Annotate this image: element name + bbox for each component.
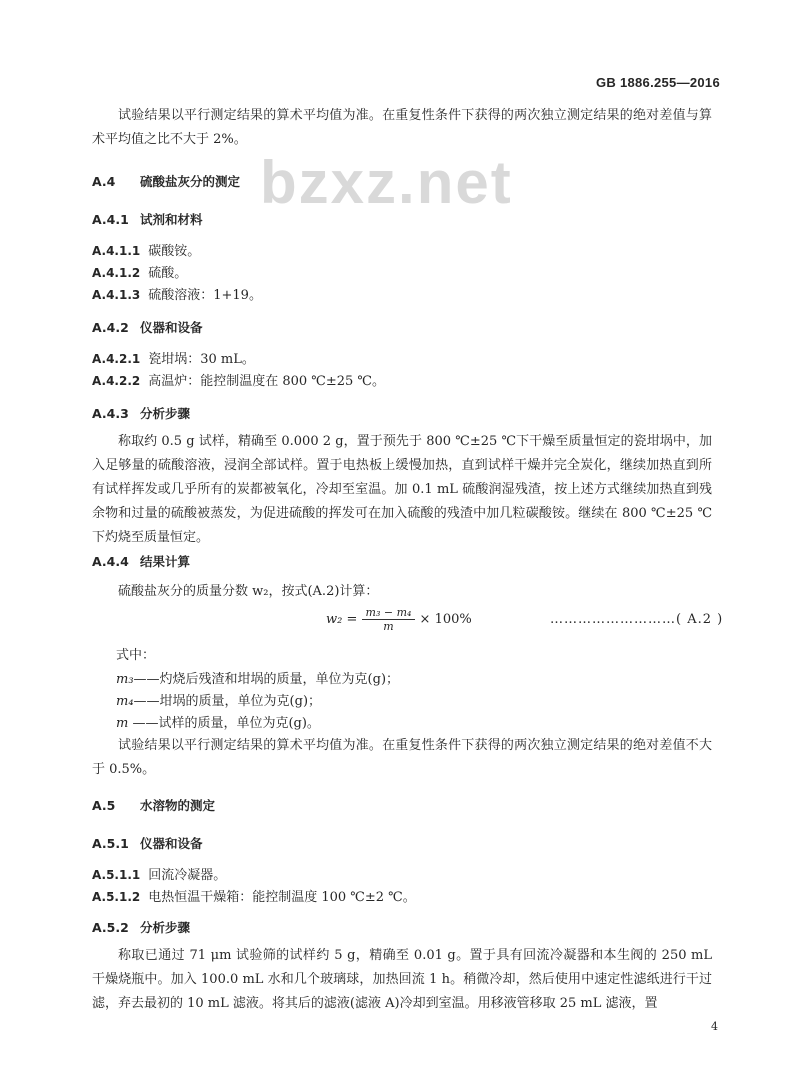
item-a412 [92,262,187,281]
section-number: A.5.1 [92,836,129,851]
where-label: 式中： [116,648,156,663]
item-a421 [92,348,255,367]
section-number: A.4.2 [92,320,129,335]
formula-fraction [362,606,416,633]
item-text: 碳酸铵。 [148,244,201,259]
variable-definition [116,668,399,687]
watermark: bzxz.net [260,149,513,216]
section-title: 试剂和材料 [140,212,203,227]
item-text: 瓷坩埚：30 mL。 [148,352,255,367]
variable-definition [116,690,321,709]
page-number: 4 [711,1020,718,1033]
section-a52-heading [92,918,190,936]
item-number: A.4.1.3 [92,288,141,302]
item-a413 [92,284,262,303]
item-number: A.5.1.2 [92,890,141,904]
item-a511 [92,864,226,883]
item-text: 硫酸溶液：1+19。 [148,288,262,303]
item-text: 回流冷凝器。 [148,868,227,883]
variable-symbol: m [116,716,129,731]
section-title: 分析步骤 [140,406,191,421]
variable-symbol: m₃ [116,672,134,687]
section-a41-heading [92,210,203,228]
item-number: A.4.1.1 [92,244,141,258]
formula-a2 [326,606,472,633]
section-a43-heading [92,404,190,422]
variable-symbol: m₄ [116,694,134,709]
variable-description: ——坩埚的质量，单位为克(g)； [133,694,322,709]
section-number: A.5 [92,798,116,813]
variable-description: ——试样的质量，单位为克(g)。 [128,716,320,731]
section-number: A.4.3 [92,406,129,421]
section-a4-heading [92,172,240,190]
item-text: 高温炉：能控制温度在 800 ℃±25 ℃。 [148,374,385,389]
section-a44-heading [92,552,190,570]
formula-number: ………………………( A.2 ) [550,612,724,627]
item-number: A.4.1.2 [92,266,141,280]
section-number: A.5.2 [92,920,129,935]
formula-lhs: w₂ = [326,612,358,627]
formula-rhs: × 100% [419,612,472,627]
section-title: 仪器和设备 [140,320,203,335]
standard-number-header: GB 1886.255—2016 [595,75,720,90]
section-title: 水溶物的测定 [140,798,216,813]
formula-numerator: m₃ − m₄ [362,606,416,620]
section-title: 结果计算 [140,554,191,569]
variable-description: ——灼烧后残渣和坩埚的质量，单位为克(g)； [133,672,400,687]
item-a512 [92,886,416,905]
item-number: A.4.2.2 [92,374,141,388]
section-a42-heading [92,318,203,336]
item-a411 [92,240,200,259]
section-title: 分析步骤 [140,920,191,935]
item-number: A.4.2.1 [92,352,141,366]
paragraph-a44-intro: 硫酸盐灰分的质量分数 w₂，按式(A.2)计算： [118,584,379,599]
variable-definition [116,712,320,731]
paragraph-a44-precision: 试验结果以平行测定结果的算术平均值为准。在重复性条件下获得的两次独立测定结果的绝对差值不大于 0.5%。 [92,738,712,777]
section-title: 硫酸盐灰分的测定 [140,174,241,189]
item-text: 电热恒温干燥箱：能控制温度 100 ℃±2 ℃。 [148,890,416,905]
item-number: A.5.1.1 [92,868,141,882]
paragraph-a43-procedure: 称取约 0.5 g 试样，精确至 0.000 2 g，置于预先于 800 ℃±25 ℃下干燥至质量恒定的瓷坩埚中，加入足够量的硫酸溶液，浸润全部试样。置于电热板上缓慢加热，直到试样干燥并完全炭化，继续加热直到所有试样挥发或几乎所有的炭都被氧化，冷却至室温。加 0.1 mL 硫酸润湿残渣，按上述方式继续加热直到残余物和过量的硫酸被蒸发，为促进硫酸的挥发可在加入硫酸的残渣中加几粒碳酸铵。继续在 800 ℃±25 ℃下灼烧至质量恒定。 [92,434,712,545]
item-text: 硫酸。 [148,266,188,281]
section-number: A.4.4 [92,554,129,569]
item-a422 [92,370,385,389]
formula-denominator: m [383,620,394,633]
section-title: 仪器和设备 [140,836,203,851]
section-number: A.4 [92,174,116,189]
section-a51-heading [92,834,203,852]
section-a5-heading [92,796,215,814]
section-number: A.4.1 [92,212,129,227]
paragraph-a52-procedure: 称取已通过 71 μm 试验筛的试样约 5 g，精确至 0.01 g。置于具有回流冷凝器和本生阀的 250 mL 干燥烧瓶中。加入 100.0 mL 水和几个玻璃球，加热回流 1 h。稍微冷却，然后使用中速定性滤纸进行干过滤，弃去最初的 10 mL 滤液。将其后的滤液(滤液 A)冷却到室温。用移液管移取 25 mL 滤液，置 [92,948,712,1011]
paragraph-result-a3: 试验结果以平行测定结果的算术平均值为准。在重复性条件下获得的两次独立测定结果的绝对差值与算术平均值之比不大于 2%。 [92,108,712,147]
